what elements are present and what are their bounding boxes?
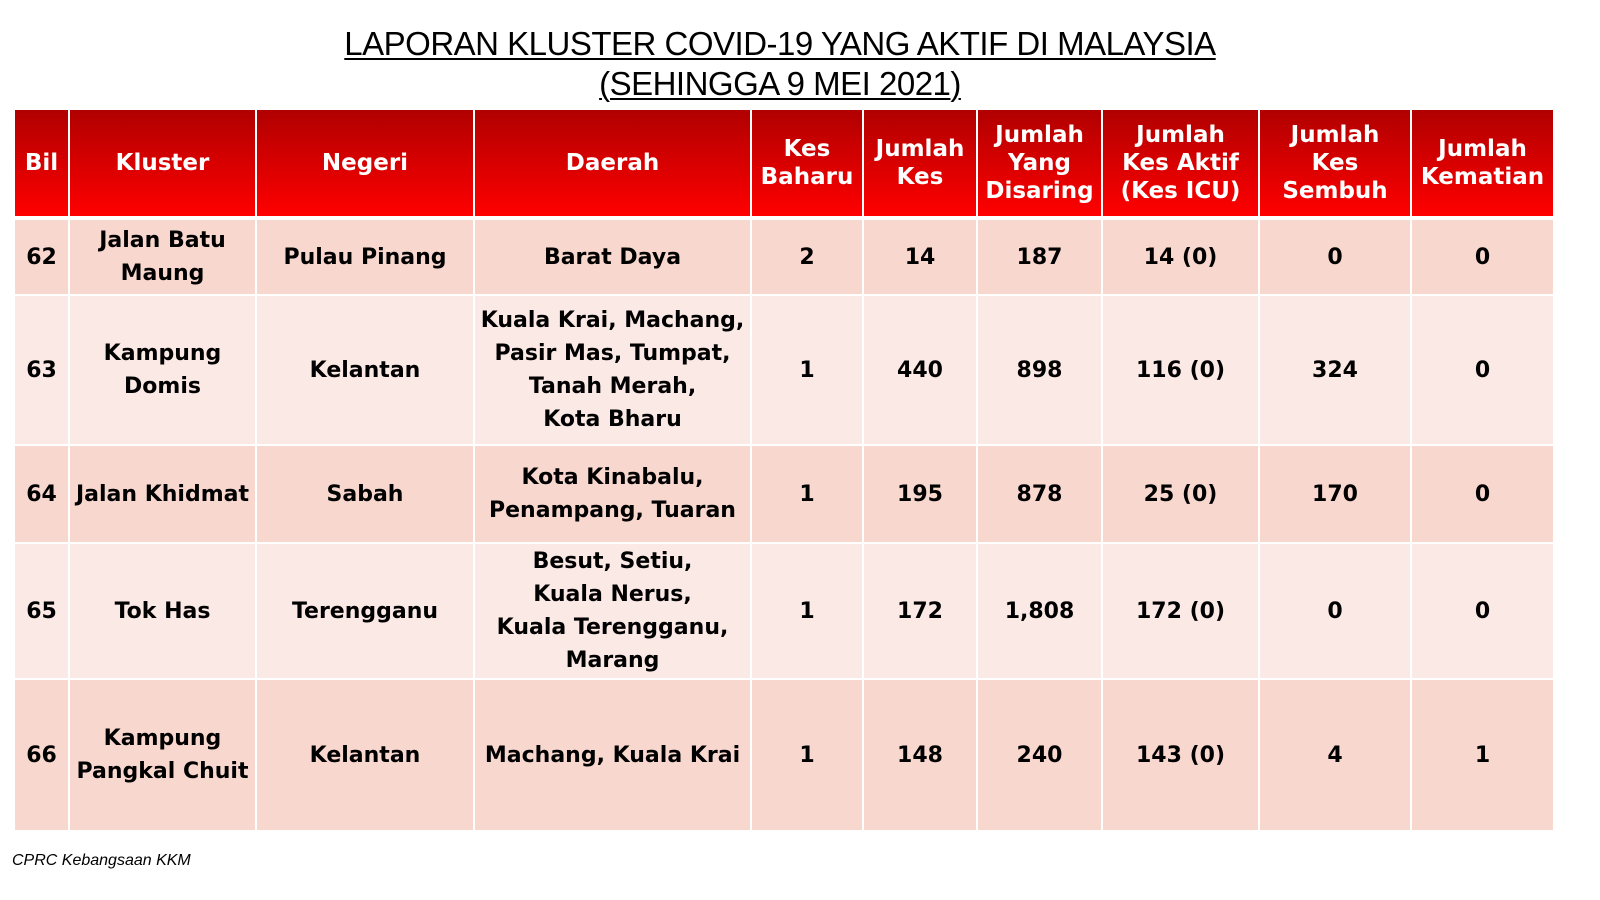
cell-jumlah-kes: 172 — [864, 544, 978, 680]
header-negeri: Negeri — [257, 110, 475, 220]
header-daerah: Daerah — [475, 110, 752, 220]
cell-kluster: Jalan Khidmat — [70, 446, 257, 544]
table-row — [15, 446, 1553, 544]
cell-kes-sembuh: 0 — [1260, 220, 1412, 296]
cell-jumlah-kes: 14 — [864, 220, 978, 296]
source-footer: CPRC Kebangsaan KKM — [12, 852, 191, 869]
cell-jumlah-disaring: 898 — [978, 296, 1103, 446]
header-kes-sembuh: Jumlah Kes Sembuh — [1260, 110, 1412, 220]
header-kematian: Jumlah Kematian — [1412, 110, 1553, 220]
cell-kematian: 0 — [1412, 220, 1553, 296]
cell-kes-aktif: 143 (0) — [1103, 680, 1260, 832]
cell-jumlah-kes: 440 — [864, 296, 978, 446]
cell-kematian: 0 — [1412, 296, 1553, 446]
table-header-row — [15, 110, 1553, 220]
cell-kes-baharu: 1 — [752, 680, 864, 832]
header-jumlah-kes: Jumlah Kes — [864, 110, 978, 220]
cell-kes-sembuh: 4 — [1260, 680, 1412, 832]
cell-kluster: Jalan Batu Maung — [70, 220, 257, 296]
header-kluster: Kluster — [70, 110, 257, 220]
cell-kes-baharu: 1 — [752, 544, 864, 680]
table-row — [15, 680, 1553, 832]
cell-jumlah-disaring: 240 — [978, 680, 1103, 832]
cell-kes-baharu: 1 — [752, 296, 864, 446]
cell-negeri: Pulau Pinang — [257, 220, 475, 296]
cell-jumlah-disaring: 1,808 — [978, 544, 1103, 680]
header-kes-baharu: Kes Baharu — [752, 110, 864, 220]
cell-kes-baharu: 1 — [752, 446, 864, 544]
cell-daerah: Kuala Krai, Machang, Pasir Mas, Tumpat, Tanah Merah, Kota Bharu — [475, 296, 752, 446]
cell-kes-aktif: 14 (0) — [1103, 220, 1260, 296]
cell-kematian: 1 — [1412, 680, 1553, 832]
cell-bil: 62 — [15, 220, 70, 296]
cell-jumlah-kes: 148 — [864, 680, 978, 832]
cell-kes-aktif: 116 (0) — [1103, 296, 1260, 446]
cell-kluster: Kampung Domis — [70, 296, 257, 446]
cell-kes-sembuh: 0 — [1260, 544, 1412, 680]
table-row — [15, 220, 1553, 296]
cell-negeri: Terengganu — [257, 544, 475, 680]
cell-kluster: Kampung Pangkal Chuit — [70, 680, 257, 832]
report-title-line2: (SEHINGGA 9 MEI 2021) — [599, 65, 961, 102]
report-title-line1: LAPORAN KLUSTER COVID-19 YANG AKTIF DI MALAYSIA — [344, 25, 1216, 62]
cell-negeri: Kelantan — [257, 296, 475, 446]
cell-kes-baharu: 2 — [752, 220, 864, 296]
cell-kes-sembuh: 170 — [1260, 446, 1412, 544]
header-kes-aktif: Jumlah Kes Aktif (Kes ICU) — [1103, 110, 1260, 220]
table-row — [15, 296, 1553, 446]
cell-jumlah-kes: 195 — [864, 446, 978, 544]
cell-daerah: Besut, Setiu, Kuala Nerus, Kuala Terengganu, Marang — [475, 544, 752, 680]
cell-bil: 66 — [15, 680, 70, 832]
cell-daerah: Machang, Kuala Krai — [475, 680, 752, 832]
cell-daerah: Barat Daya — [475, 220, 752, 296]
header-bil: Bil — [15, 110, 70, 220]
cell-kematian: 0 — [1412, 446, 1553, 544]
cluster-table — [15, 110, 1553, 832]
cell-bil: 65 — [15, 544, 70, 680]
cell-kluster: Tok Has — [70, 544, 257, 680]
cell-kes-sembuh: 324 — [1260, 296, 1412, 446]
cell-jumlah-disaring: 878 — [978, 446, 1103, 544]
cell-kes-aktif: 25 (0) — [1103, 446, 1260, 544]
header-jumlah-disaring: Jumlah Yang Disaring — [978, 110, 1103, 220]
cell-daerah: Kota Kinabalu, Penampang, Tuaran — [475, 446, 752, 544]
cell-bil: 63 — [15, 296, 70, 446]
cell-kes-aktif: 172 (0) — [1103, 544, 1260, 680]
cell-negeri: Sabah — [257, 446, 475, 544]
report-title — [0, 24, 1560, 104]
cell-negeri: Kelantan — [257, 680, 475, 832]
cell-jumlah-disaring: 187 — [978, 220, 1103, 296]
cell-kematian: 0 — [1412, 544, 1553, 680]
cell-bil: 64 — [15, 446, 70, 544]
table-row — [15, 544, 1553, 680]
